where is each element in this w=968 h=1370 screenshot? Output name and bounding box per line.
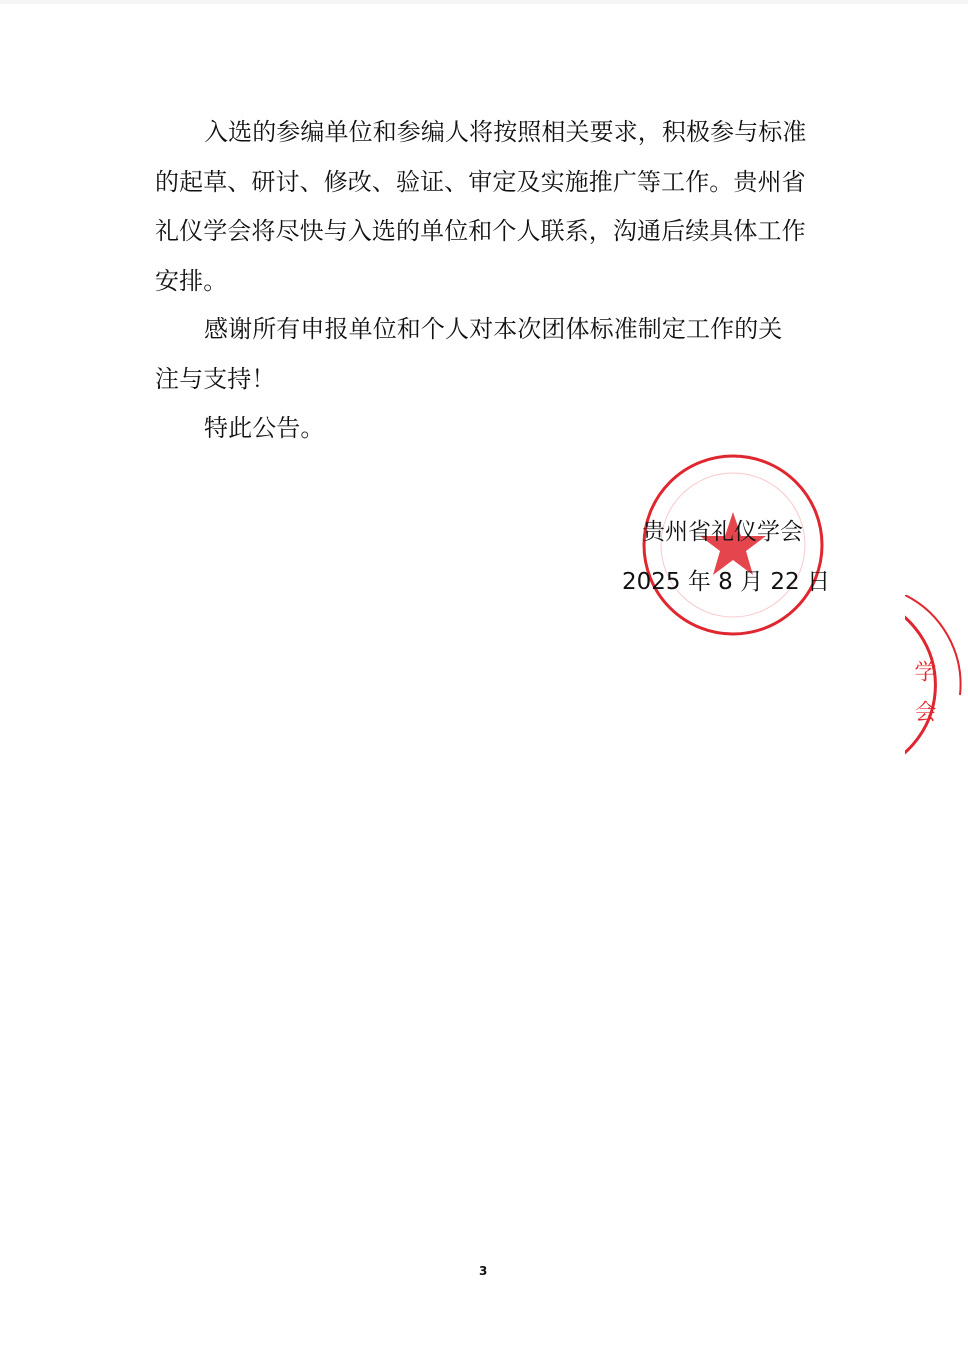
paragraph-line: 入选的参编单位和参编人将按照相关要求，积极参与标准 <box>204 118 807 146</box>
signature-organization: 贵州省礼仪学会 <box>642 519 803 545</box>
paragraph-line: 的起草、研讨、修改、验证、审定及实施推广等工作。贵州省 <box>155 168 806 196</box>
paragraph-line: 礼仪学会将尽快与入选的单位和个人联系，沟通后续具体工作 <box>155 217 806 245</box>
seam-seal-lettering: 学会 <box>911 660 936 740</box>
paragraph-line: 感谢所有申报单位和个人对本次团体标准制定工作的关 <box>204 315 783 343</box>
page-number: 3 <box>479 1264 488 1278</box>
paragraph-line: 注与支持！ <box>155 365 276 393</box>
paragraph-line: 特此公告。 <box>204 414 325 442</box>
paragraph-line: 安排。 <box>155 267 228 295</box>
signature-date: 2025 年 8 月 22 日 <box>622 569 830 595</box>
scan-edge <box>0 0 968 4</box>
